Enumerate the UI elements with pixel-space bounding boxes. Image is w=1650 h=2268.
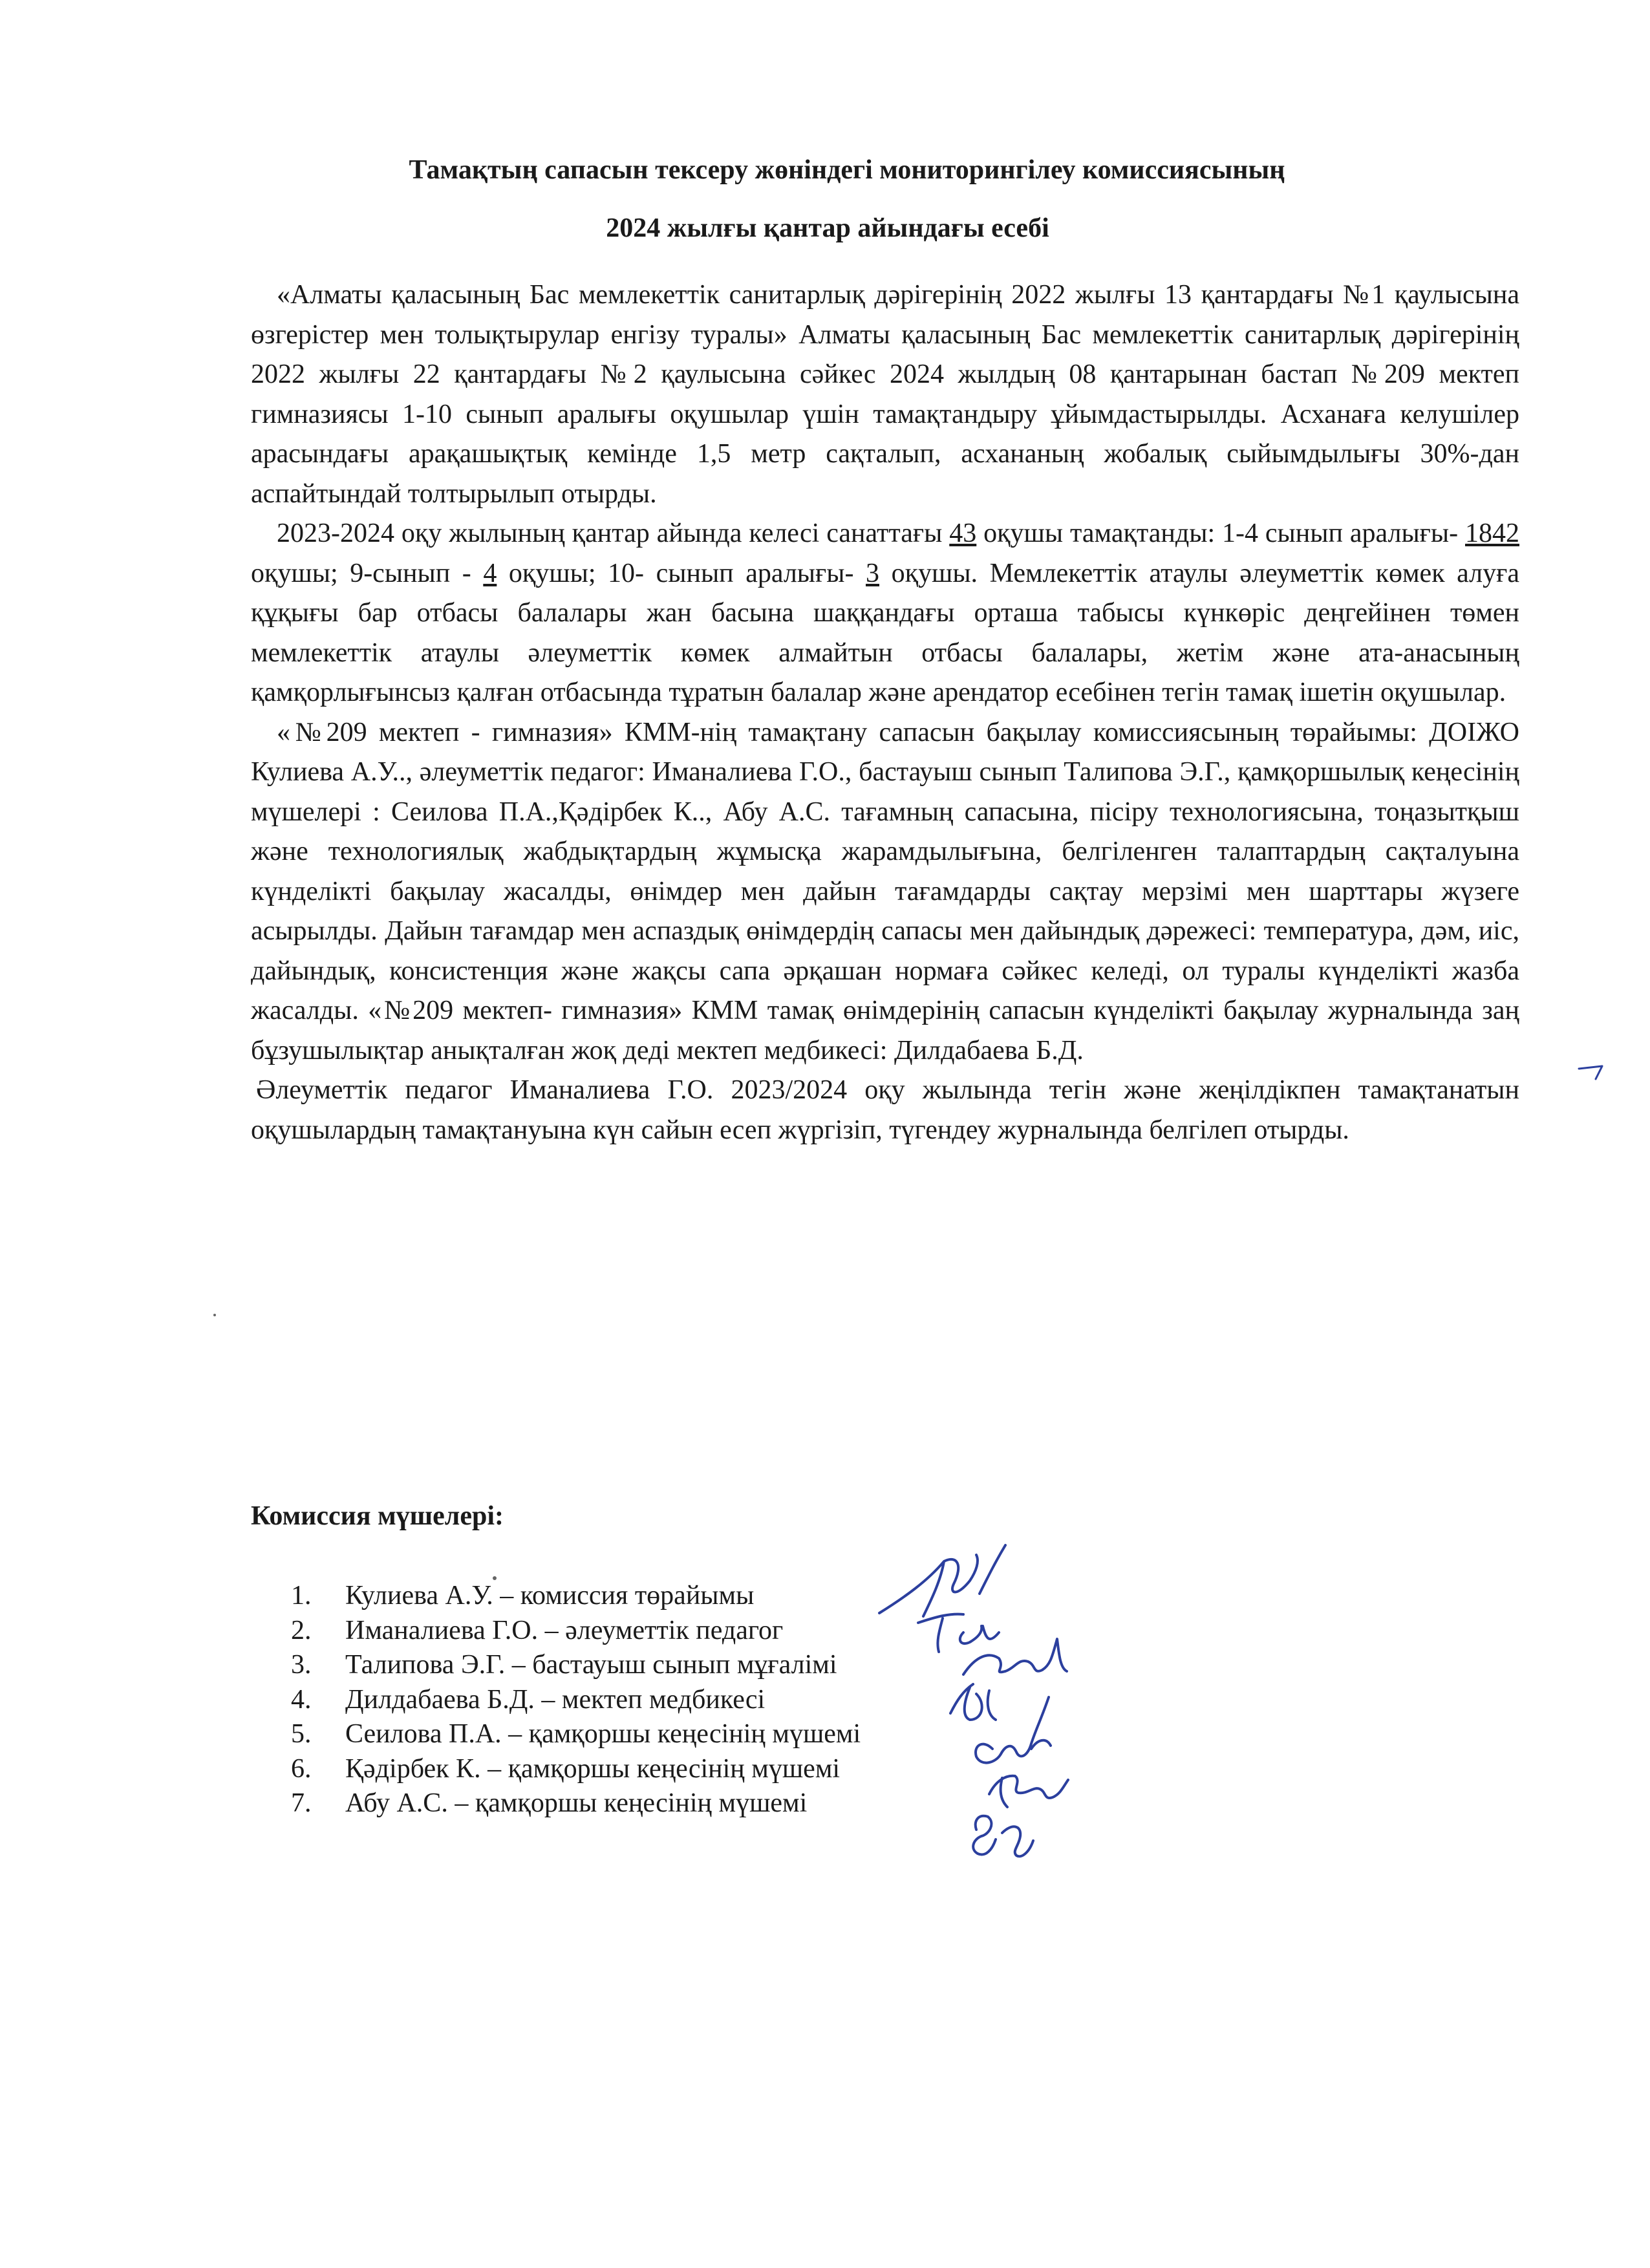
signature-2 xyxy=(918,1614,999,1652)
member-text: Қәдірбек К. – қамқоршы кеңесінің мүшемі xyxy=(345,1753,841,1784)
grades-1-4-count: 1842 xyxy=(1465,519,1519,548)
member-item xyxy=(291,1717,861,1752)
member-number: 3. xyxy=(291,1650,312,1680)
paragraph-2-text-b: оқушы тамақтанды: 1-4 сынып аралығы- xyxy=(976,519,1465,548)
scan-speck xyxy=(213,1314,216,1316)
signature-4 xyxy=(950,1684,996,1720)
member-text: Абу А.С. – қамқоршы кеңесінің мүшемі xyxy=(345,1788,808,1818)
paragraph-3: «№209 мектеп - гимназия» КММ-нің тамақтану сапасын бақылау комиссиясының төрайымы: ДОІЖО Кулиева А.У.., әлеуметтік педагог: Иманалиева Г.О., бастауыш сынып Талипова Э.Г., қамқоршылық кеңесінің мүшелері : Сеилова П.А.,Қәдірбек К.., Абу А.С. тағамның сапасына, пісіру технологиясына, тоңазытқыш және технологиялық жабдықтардың жұмысқа жарамдылығына, белгіленген талаптардың сақталуына күнделікті бақылау жасалды, өнімдер мен дайын тағамдарды сақтау мерзімі мен шарттары жүзеге асырылды. Дайын тағамдар мен аспаздық өнімдердің сапасы мен дайындық дәрежесі: температура, дәм, иіс, дайындық, консистенция және жақсы сапа әрқашан нормаға сәйкес келеді, ол туралы күнделікті жазба жасалды. «№209 мектеп- гимназия» КММ тамақ өнімдерінің сапасын күнделікті бақылау журналында заң бұзушылықтар анықталған жоқ деді мектеп медбикесі: Дилдабаева Б.Д. xyxy=(251,717,1519,1065)
member-text: Талипова Э.Г. – бастауыш сынып мұғалімі xyxy=(345,1650,837,1680)
member-item xyxy=(291,1683,861,1718)
member-number: 4. xyxy=(291,1684,312,1715)
member-item xyxy=(291,1614,861,1649)
signature-3 xyxy=(963,1639,1067,1674)
member-item xyxy=(291,1752,861,1787)
member-text: Кулиева А.У. – комиссия төрайымы xyxy=(345,1581,755,1610)
scan-speck xyxy=(493,1576,497,1580)
total-students-count: 43 xyxy=(949,519,977,548)
member-text: Дилдабаева Б.Д. – мектеп медбикесі xyxy=(345,1684,766,1715)
signature-6 xyxy=(989,1776,1068,1807)
paragraph-4: Әлеуметтік педагог Иманалиева Г.О. 2023/2024 оқу жылында тегін және жеңілдікпен тамақтанатын оқушылардың тамақтануына күн сайын есеп жүргізіп, түгендеу журналында белгілеп отырды. xyxy=(251,1075,1519,1145)
grade-10-count: 3 xyxy=(866,558,880,588)
signature-1 xyxy=(879,1545,1005,1616)
handwritten-signatures xyxy=(866,1535,1138,1872)
paragraph-1: «Алматы қаласының Бас мемлекеттік санитарлық дәрігерінің 2022 жылғы 13 қантардағы №1 қаулысына өзгерістер мен толықтырулар енгізу туралы» Алматы қаласының Бас мемлекеттік санитарлық дәрігерінің 2022 жылғы 22 қантардағы №2 қаулысына сәйкес 2024 жылдың 08 қантарынан бастап №209 мектеп гимназиясы 1-10 сынып аралығы оқушылар үшін тамақтандыру ұйымдастырылды. Асханаға келушілер арасындағы арақашықтық кемінде 1,5 метр сақталып, асхананың жобалық сыйымдылығы 30%-дан аспайтындай толтырылып отырды. xyxy=(251,280,1519,509)
paragraph-2-text-e: оқушы. Мемлекеттік атаулы әлеуметтік көмек алуға құқығы бар отбасы балалары жан басына шаққандағы орташа табысы күнкөріс деңгейінен төмен мемлекеттік атаулы әлеуметтік көмек алмайтын отбасы балалары, жетім және ата-анасының қамқорлығынсыз қалған отбасында тұратын балалар және арендатор есебінен тегін тамақ ішетін оқушылар. xyxy=(251,558,1519,707)
report-subtitle: 2024 жылғы қантар айындағы есебі xyxy=(606,213,1049,243)
signature-7 xyxy=(973,1816,1033,1857)
paragraph-2-text-c: оқушы; 9-сынып - xyxy=(251,558,484,588)
paragraph-2-text-d: оқушы; 10- сынып аралығы- xyxy=(497,558,866,588)
grade-9-count: 4 xyxy=(483,558,497,588)
member-number: 2. xyxy=(291,1615,312,1645)
member-text: Иманалиева Г.О. – әлеуметтік педагог xyxy=(345,1615,784,1645)
member-number: 6. xyxy=(291,1753,312,1784)
member-item xyxy=(291,1648,861,1683)
members-title: Комиссия мүшелері: xyxy=(251,1501,504,1531)
paragraph-2-text-a: 2023-2024 оқу жылының қантар айында келесі санаттағы xyxy=(277,519,950,548)
member-number: 7. xyxy=(291,1788,312,1818)
report-body xyxy=(251,275,1519,1150)
member-item xyxy=(291,1579,861,1614)
member-item xyxy=(291,1786,861,1821)
member-number: 5. xyxy=(291,1719,312,1749)
members-list xyxy=(291,1579,861,1821)
member-number: 1. xyxy=(291,1581,312,1610)
margin-pen-mark xyxy=(1576,1064,1605,1083)
paragraph-2 xyxy=(251,514,1519,713)
member-text: Сеилова П.А. – қамқоршы кеңесінің мүшемі xyxy=(345,1719,861,1749)
report-title: Тамақтың сапасын тексеру жөніндегі мониторингілеу комиссиясының xyxy=(409,155,1285,185)
